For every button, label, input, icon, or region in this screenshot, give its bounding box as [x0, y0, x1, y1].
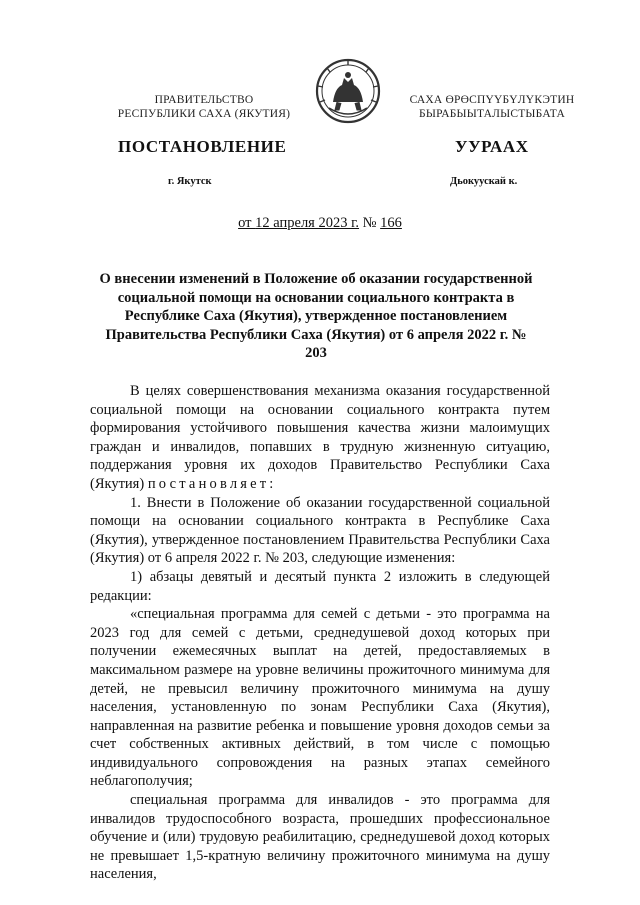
- resolves-word: постановляет:: [147, 475, 277, 492]
- header-left-line1: ПРАВИТЕЛЬСТВО: [154, 94, 254, 106]
- document-date: 12 апреля 2023 г.: [255, 215, 360, 231]
- paragraph-1: [90, 382, 550, 494]
- paragraph-3: 1) абзацы девятый и десятый пункта 2 изложить в следующей редакции:: [90, 568, 550, 604]
- number-label: №: [359, 215, 381, 231]
- paragraph-2: 1. Внести в Положение об оказании государственной социальной помощи на основании социального контракта в Республике Саха (Якутия), утвержденное постановлением Правительства Республики Саха (Якутия) от 6 апреля 2022 г. № 203, следующие изменения:: [90, 494, 550, 567]
- coat-of-arms-emblem-icon: [315, 58, 381, 124]
- header-left-org: [104, 93, 304, 121]
- city-ru: г. Якутск: [168, 176, 212, 187]
- paragraph-1-text: В целях совершенствования механизма оказания государственной социальной помощи на основании социального контракта путем формирования устойчивого повышения качества жизни малоимущих граждан и инвалидов, попавших в трудную жизненную ситуацию, поддержания уровня их доходов Правительство Республики Саха (Якутия): [90, 383, 550, 492]
- doc-type-title-ru: ПОСТАНОВЛЕНИЕ: [118, 137, 287, 156]
- header-left-line2: РЕСПУБЛИКИ САХА (ЯКУТИЯ): [117, 108, 291, 120]
- doc-type-title-sah: УУРААХ: [455, 137, 529, 156]
- city-sah: Дьокуускай к.: [450, 176, 518, 187]
- document-body: [90, 382, 550, 884]
- date-prefix: от: [238, 215, 256, 231]
- document-number: 166: [380, 215, 402, 231]
- document-heading: О внесении изменений в Положение об оказании государственной социальной помощи на основании социального контракта в Республике Саха (Якутия), утвержденное постановлением Правительства Республики Саха (Якутия) от 6 апреля 2022 г. № 203: [99, 271, 533, 361]
- header-right-line1: САХА ӨРӨСПҮҮБҮЛҮКЭТИН: [409, 94, 575, 106]
- date-number-line: [0, 215, 640, 232]
- paragraph-5: специальная программа для инвалидов - это программа для инвалидов трудоспособного возраста, прошедших профессиональное обучение и (или) трудовую реабилитацию, среднедушевой доход которых не превышает 1,5-кратную величину прожиточного минимума на душу населения,: [90, 792, 550, 883]
- header-right-line2: БЫРАБЫЫТАЛЫСТЫБАТА: [419, 108, 565, 120]
- header-right-org: [392, 93, 592, 121]
- paragraph-4: «специальная программа для семей с детьми - это программа на 2023 год для семей с детьми, среднедушевой доход которых при получении ежемесячных выплат на детей, предоставляемых в максимальном размере на уровне величины прожиточного минимума для детей, не превысил величину прожиточного минимума на душу населения, установленную по зонам Республики Саха (Якутия), направленная на развитие ребенка и повышение уровня доходов семьи за счет собственных активных действий, в том числе с помощью индивидуального сопровождения на разных этапах семейного неблагополучия;: [90, 606, 550, 790]
